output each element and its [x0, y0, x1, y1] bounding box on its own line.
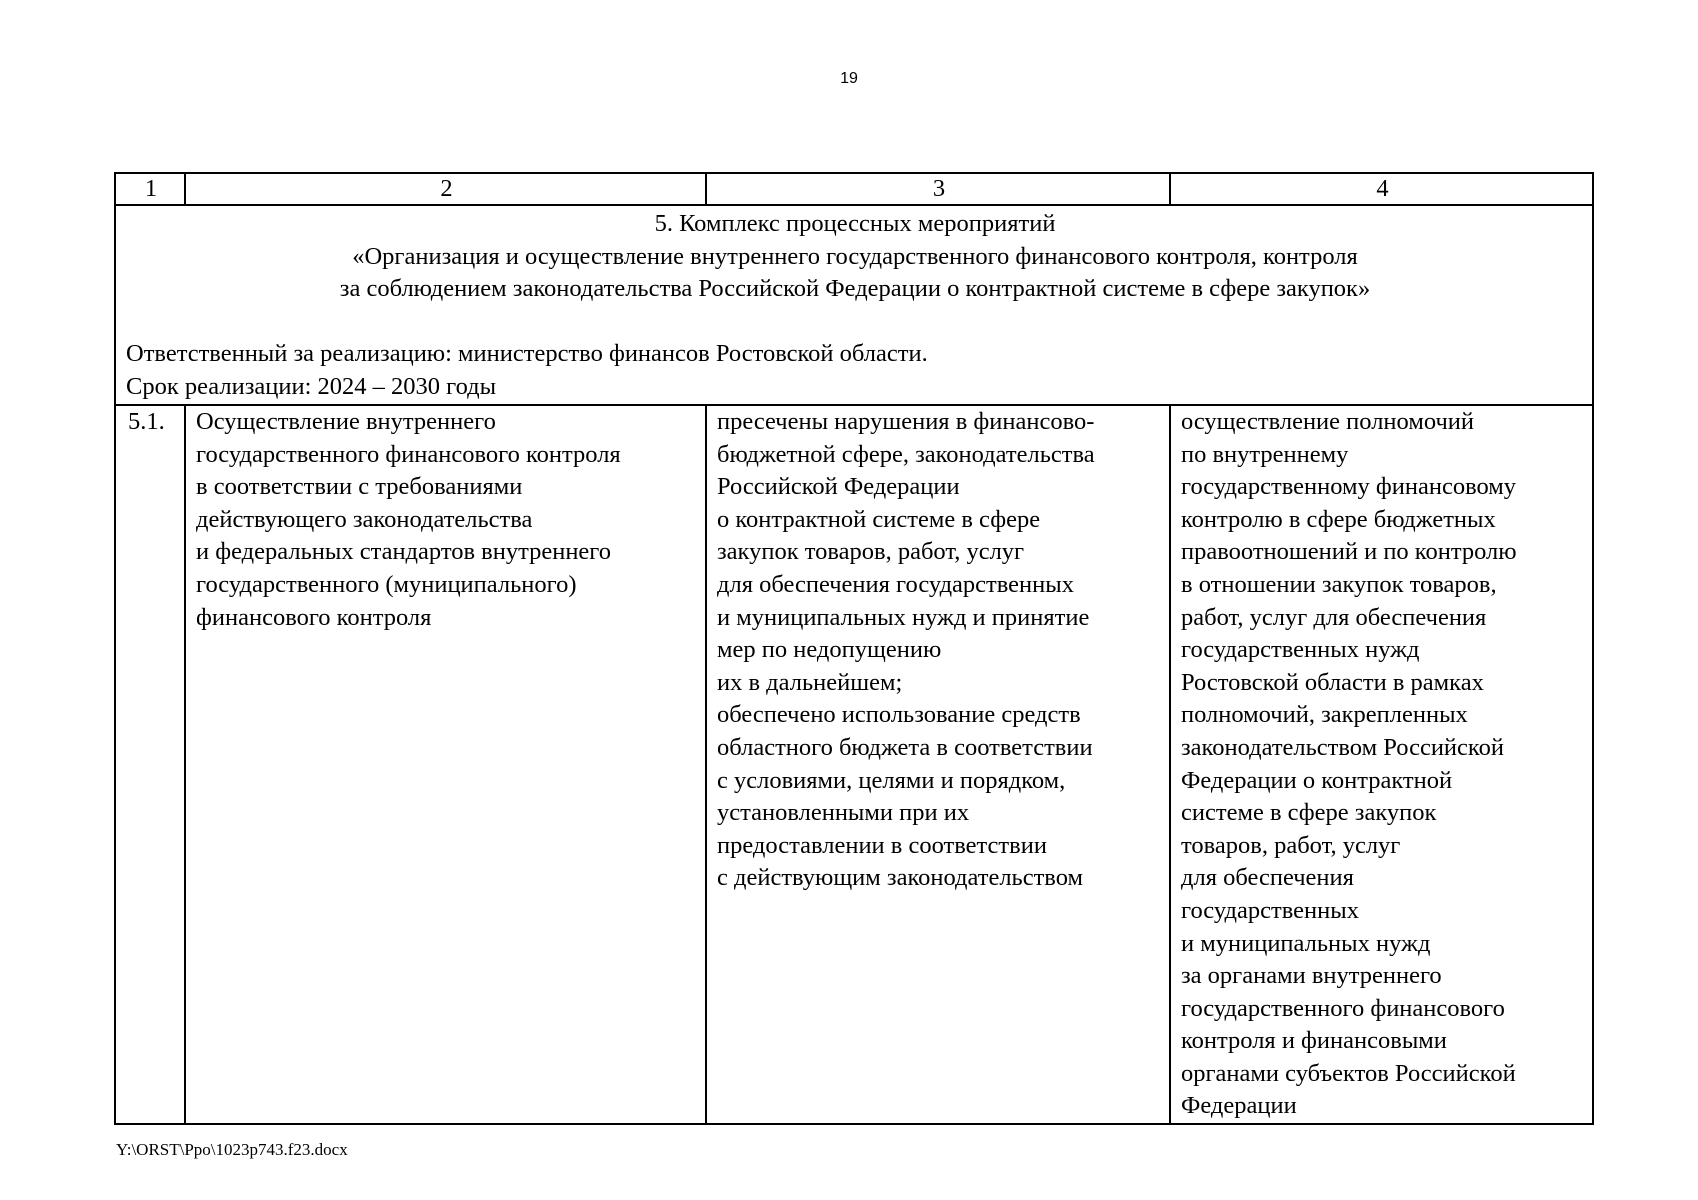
measures-table — [114, 172, 1594, 1125]
header-cell-4: 4 — [1170, 173, 1593, 205]
cell-line: для обеспечения государственных — [717, 570, 1074, 598]
section-title-line: «Организация и осуществление внутреннего государственного финансового контроля, контроля — [352, 242, 1358, 270]
cell-line: Ростовской области в рамках — [1181, 668, 1484, 696]
cell-line: предоставлении в соответствии — [717, 831, 1047, 859]
cell-line: Федерации — [1181, 1092, 1297, 1120]
header-cell-1: 1 — [115, 173, 185, 205]
cell-line: и федеральных стандартов внутреннего — [196, 538, 611, 566]
section-cell — [115, 205, 1593, 405]
row-measure-cell — [185, 405, 706, 1124]
cell-line: пресечены нарушения в финансово- — [717, 408, 1095, 435]
cell-line: с действующим законодательством — [717, 864, 1083, 892]
cell-line: закупок товаров, работ, услуг — [717, 538, 1025, 566]
cell-line: государственного финансового контроля — [196, 440, 621, 468]
cell-line: государственных — [1181, 896, 1359, 924]
section-row — [115, 205, 1593, 405]
cell-line: государственного (муниципального) — [196, 570, 577, 598]
file-path-footer: Y:\ORST\Ppo\1023p743.f23.docx — [116, 1140, 348, 1159]
cell-line: финансового контроля — [196, 603, 432, 631]
cell-line: работ, услуг для обеспечения — [1181, 603, 1487, 631]
row-result-cell — [706, 405, 1170, 1124]
row-number: 5.1. — [115, 405, 185, 1124]
cell-line: и муниципальных нужд — [1181, 929, 1431, 957]
cell-line: бюджетной сфере, законодательства — [717, 440, 1095, 468]
cell-line: государственного финансового — [1181, 994, 1505, 1022]
header-cell-3: 3 — [706, 173, 1170, 205]
cell-line: Осуществление внутреннего — [196, 408, 496, 435]
cell-line: о контрактной системе в сфере — [717, 505, 1041, 533]
cell-line: органами субъектов Российской — [1181, 1059, 1516, 1087]
section-title-line: за соблюдением законодательства Российской Федерации о контрактной системе в сфере закупок» — [339, 275, 1371, 303]
cell-line: контроля и финансовыми — [1181, 1027, 1447, 1055]
page-number: 19 — [840, 70, 858, 87]
cell-line: Федерации о контрактной — [1181, 766, 1453, 794]
cell-line: и муниципальных нужд и принятие — [717, 603, 1090, 631]
cell-line: действующего законодательства — [196, 505, 533, 533]
cell-line: в отношении закупок товаров, — [1181, 570, 1497, 598]
cell-line: государственных нужд — [1181, 636, 1420, 664]
cell-line: контролю в сфере бюджетных — [1181, 505, 1496, 533]
table-row — [115, 405, 1593, 1124]
cell-line: законодательством Российской — [1181, 733, 1504, 761]
cell-line: государственному финансовому — [1181, 473, 1517, 501]
cell-line: их в дальнейшем; — [717, 668, 903, 696]
cell-line: мер по недопущению — [717, 636, 942, 664]
cell-line: в соответствии с требованиями — [196, 473, 523, 501]
cell-line: за органами внутреннего — [1181, 962, 1442, 990]
section-title — [126, 208, 1584, 306]
cell-line: правоотношений и по контролю — [1181, 538, 1517, 566]
cell-line: товаров, работ, услуг — [1181, 831, 1401, 859]
cell-line: по внутреннему — [1181, 440, 1349, 468]
row-description-cell — [1170, 405, 1593, 1124]
cell-line: полномочий, закрепленных — [1181, 701, 1468, 729]
cell-line: областного бюджета в соответствии — [717, 733, 1093, 761]
table-header-row — [115, 173, 1593, 205]
cell-line: Российской Федерации — [717, 473, 960, 501]
cell-line: для обеспечения — [1181, 864, 1354, 892]
section-responsible: Ответственный за реализацию: министерство финансов Ростовской области. — [126, 340, 928, 368]
section-title-line: 5. Комплекс процессных мероприятий — [654, 210, 1056, 237]
cell-line: установленными при их — [717, 799, 970, 827]
cell-line: обеспечено использование средств — [717, 701, 1081, 729]
header-cell-2: 2 — [185, 173, 706, 205]
cell-line: с условиями, целями и порядком, — [717, 766, 1066, 794]
cell-line: системе в сфере закупок — [1181, 799, 1437, 827]
section-period: Срок реализации: 2024 – 2030 годы — [126, 372, 497, 400]
cell-line: осуществление полномочий — [1181, 408, 1474, 435]
